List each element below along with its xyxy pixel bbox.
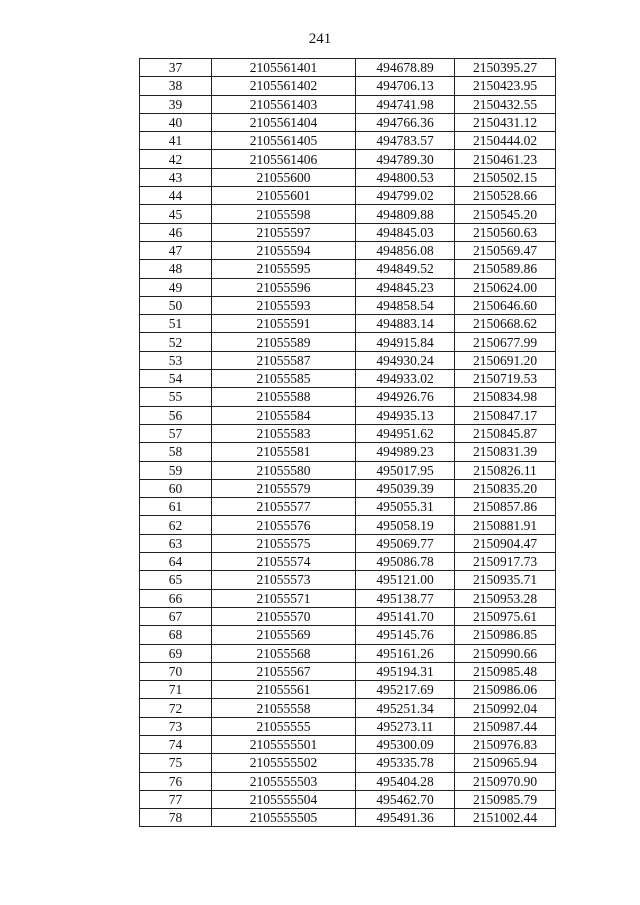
row-number-cell: 58 — [140, 443, 212, 461]
table-row — [140, 571, 556, 589]
row-number-cell: 51 — [140, 315, 212, 333]
y-coordinate-cell: 2150976.83 — [455, 735, 556, 753]
table-row — [140, 370, 556, 388]
point-id-cell: 21055576 — [212, 516, 356, 534]
table-row — [140, 113, 556, 131]
table-row — [140, 626, 556, 644]
y-coordinate-cell: 2150395.27 — [455, 59, 556, 77]
point-id-cell: 21055585 — [212, 370, 356, 388]
table-row — [140, 260, 556, 278]
point-id-cell: 21055577 — [212, 498, 356, 516]
row-number-cell: 62 — [140, 516, 212, 534]
row-number-cell: 42 — [140, 150, 212, 168]
point-id-cell: 21055583 — [212, 424, 356, 442]
row-number-cell: 59 — [140, 461, 212, 479]
point-id-cell: 21055588 — [212, 388, 356, 406]
y-coordinate-cell: 2150986.85 — [455, 626, 556, 644]
y-coordinate-cell: 2150668.62 — [455, 315, 556, 333]
x-coordinate-cell: 494926.76 — [356, 388, 455, 406]
y-coordinate-cell: 2150646.60 — [455, 296, 556, 314]
table-row — [140, 498, 556, 516]
x-coordinate-cell: 494789.30 — [356, 150, 455, 168]
x-coordinate-cell: 494935.13 — [356, 406, 455, 424]
row-number-cell: 74 — [140, 735, 212, 753]
point-id-cell: 2105555502 — [212, 754, 356, 772]
x-coordinate-cell: 495055.31 — [356, 498, 455, 516]
row-number-cell: 39 — [140, 95, 212, 113]
row-number-cell: 60 — [140, 479, 212, 497]
x-coordinate-cell: 494883.14 — [356, 315, 455, 333]
row-number-cell: 38 — [140, 77, 212, 95]
x-coordinate-cell: 495300.09 — [356, 735, 455, 753]
row-number-cell: 45 — [140, 205, 212, 223]
y-coordinate-cell: 2150985.79 — [455, 790, 556, 808]
y-coordinate-cell: 2150461.23 — [455, 150, 556, 168]
x-coordinate-cell: 494706.13 — [356, 77, 455, 95]
coordinates-table — [139, 58, 556, 827]
y-coordinate-cell: 2150691.20 — [455, 351, 556, 369]
x-coordinate-cell: 495141.70 — [356, 607, 455, 625]
table-row — [140, 59, 556, 77]
table-row — [140, 406, 556, 424]
table-body — [140, 59, 556, 827]
x-coordinate-cell: 495121.00 — [356, 571, 455, 589]
table-row — [140, 735, 556, 753]
y-coordinate-cell: 2150502.15 — [455, 168, 556, 186]
point-id-cell: 21055593 — [212, 296, 356, 314]
row-number-cell: 55 — [140, 388, 212, 406]
point-id-cell: 21055601 — [212, 187, 356, 205]
row-number-cell: 40 — [140, 113, 212, 131]
y-coordinate-cell: 2150831.39 — [455, 443, 556, 461]
point-id-cell: 21055589 — [212, 333, 356, 351]
point-id-cell: 21055597 — [212, 223, 356, 241]
table-row — [140, 516, 556, 534]
y-coordinate-cell: 2150589.86 — [455, 260, 556, 278]
point-id-cell: 21055600 — [212, 168, 356, 186]
y-coordinate-cell: 2150826.11 — [455, 461, 556, 479]
table-row — [140, 461, 556, 479]
y-coordinate-cell: 2150904.47 — [455, 534, 556, 552]
y-coordinate-cell: 2150992.04 — [455, 699, 556, 717]
row-number-cell: 68 — [140, 626, 212, 644]
point-id-cell: 21055558 — [212, 699, 356, 717]
row-number-cell: 41 — [140, 132, 212, 150]
row-number-cell: 47 — [140, 241, 212, 259]
table-row — [140, 315, 556, 333]
x-coordinate-cell: 494766.36 — [356, 113, 455, 131]
table-row — [140, 296, 556, 314]
point-id-cell: 2105561401 — [212, 59, 356, 77]
y-coordinate-cell: 2150987.44 — [455, 717, 556, 735]
table-row — [140, 607, 556, 625]
row-number-cell: 53 — [140, 351, 212, 369]
x-coordinate-cell: 495335.78 — [356, 754, 455, 772]
table-row — [140, 681, 556, 699]
table-row — [140, 205, 556, 223]
row-number-cell: 61 — [140, 498, 212, 516]
y-coordinate-cell: 2150569.47 — [455, 241, 556, 259]
x-coordinate-cell: 495138.77 — [356, 589, 455, 607]
point-id-cell: 21055561 — [212, 681, 356, 699]
x-coordinate-cell: 494845.23 — [356, 278, 455, 296]
table-row — [140, 772, 556, 790]
row-number-cell: 78 — [140, 809, 212, 827]
y-coordinate-cell: 2150881.91 — [455, 516, 556, 534]
point-id-cell: 21055574 — [212, 553, 356, 571]
point-id-cell: 21055587 — [212, 351, 356, 369]
row-number-cell: 70 — [140, 662, 212, 680]
x-coordinate-cell: 495217.69 — [356, 681, 455, 699]
point-id-cell: 2105561404 — [212, 113, 356, 131]
point-id-cell: 21055571 — [212, 589, 356, 607]
row-number-cell: 64 — [140, 553, 212, 571]
y-coordinate-cell: 2150624.00 — [455, 278, 556, 296]
x-coordinate-cell: 494933.02 — [356, 370, 455, 388]
point-id-cell: 21055598 — [212, 205, 356, 223]
x-coordinate-cell: 494858.54 — [356, 296, 455, 314]
x-coordinate-cell: 495058.19 — [356, 516, 455, 534]
table-row — [140, 77, 556, 95]
row-number-cell: 71 — [140, 681, 212, 699]
point-id-cell: 2105555504 — [212, 790, 356, 808]
point-id-cell: 21055570 — [212, 607, 356, 625]
table-row — [140, 754, 556, 772]
row-number-cell: 73 — [140, 717, 212, 735]
x-coordinate-cell: 495462.70 — [356, 790, 455, 808]
table-row — [140, 388, 556, 406]
row-number-cell: 67 — [140, 607, 212, 625]
point-id-cell: 21055584 — [212, 406, 356, 424]
table-row — [140, 95, 556, 113]
point-id-cell: 2105555505 — [212, 809, 356, 827]
point-id-cell: 2105561405 — [212, 132, 356, 150]
table-row — [140, 168, 556, 186]
table-row — [140, 790, 556, 808]
x-coordinate-cell: 495194.31 — [356, 662, 455, 680]
y-coordinate-cell: 2150990.66 — [455, 644, 556, 662]
x-coordinate-cell: 495404.28 — [356, 772, 455, 790]
row-number-cell: 56 — [140, 406, 212, 424]
table-row — [140, 644, 556, 662]
y-coordinate-cell: 2150970.90 — [455, 772, 556, 790]
table-row — [140, 534, 556, 552]
x-coordinate-cell: 494915.84 — [356, 333, 455, 351]
page-number: 241 — [308, 31, 332, 47]
table-row — [140, 809, 556, 827]
y-coordinate-cell: 2150835.20 — [455, 479, 556, 497]
x-coordinate-cell: 494678.89 — [356, 59, 455, 77]
table-row — [140, 443, 556, 461]
x-coordinate-cell: 495069.77 — [356, 534, 455, 552]
x-coordinate-cell: 495145.76 — [356, 626, 455, 644]
table-row — [140, 424, 556, 442]
row-number-cell: 63 — [140, 534, 212, 552]
table-row — [140, 662, 556, 680]
x-coordinate-cell: 495017.95 — [356, 461, 455, 479]
point-id-cell: 21055591 — [212, 315, 356, 333]
y-coordinate-cell: 2150528.66 — [455, 187, 556, 205]
x-coordinate-cell: 494845.03 — [356, 223, 455, 241]
x-coordinate-cell: 494800.53 — [356, 168, 455, 186]
y-coordinate-cell: 2150834.98 — [455, 388, 556, 406]
y-coordinate-cell: 2150432.55 — [455, 95, 556, 113]
y-coordinate-cell: 2150975.61 — [455, 607, 556, 625]
x-coordinate-cell: 494809.88 — [356, 205, 455, 223]
table-row — [140, 699, 556, 717]
y-coordinate-cell: 2150719.53 — [455, 370, 556, 388]
row-number-cell: 50 — [140, 296, 212, 314]
point-id-cell: 2105561402 — [212, 77, 356, 95]
point-id-cell: 21055580 — [212, 461, 356, 479]
row-number-cell: 37 — [140, 59, 212, 77]
point-id-cell: 21055568 — [212, 644, 356, 662]
y-coordinate-cell: 2150845.87 — [455, 424, 556, 442]
row-number-cell: 49 — [140, 278, 212, 296]
row-number-cell: 57 — [140, 424, 212, 442]
row-number-cell: 54 — [140, 370, 212, 388]
y-coordinate-cell: 2150423.95 — [455, 77, 556, 95]
row-number-cell: 69 — [140, 644, 212, 662]
table-row — [140, 717, 556, 735]
row-number-cell: 44 — [140, 187, 212, 205]
point-id-cell: 21055555 — [212, 717, 356, 735]
x-coordinate-cell: 494856.08 — [356, 241, 455, 259]
point-id-cell: 21055575 — [212, 534, 356, 552]
point-id-cell: 21055569 — [212, 626, 356, 644]
y-coordinate-cell: 2150953.28 — [455, 589, 556, 607]
y-coordinate-cell: 2150985.48 — [455, 662, 556, 680]
x-coordinate-cell: 495491.36 — [356, 809, 455, 827]
point-id-cell: 21055595 — [212, 260, 356, 278]
row-number-cell: 77 — [140, 790, 212, 808]
table-row — [140, 278, 556, 296]
table-row — [140, 553, 556, 571]
table-row — [140, 479, 556, 497]
x-coordinate-cell: 495039.39 — [356, 479, 455, 497]
y-coordinate-cell: 2150847.17 — [455, 406, 556, 424]
table-row — [140, 187, 556, 205]
row-number-cell: 75 — [140, 754, 212, 772]
x-coordinate-cell: 494783.57 — [356, 132, 455, 150]
point-id-cell: 21055581 — [212, 443, 356, 461]
row-number-cell: 66 — [140, 589, 212, 607]
point-id-cell: 21055596 — [212, 278, 356, 296]
point-id-cell: 2105555503 — [212, 772, 356, 790]
row-number-cell: 72 — [140, 699, 212, 717]
y-coordinate-cell: 2150917.73 — [455, 553, 556, 571]
y-coordinate-cell: 2151002.44 — [455, 809, 556, 827]
y-coordinate-cell: 2150935.71 — [455, 571, 556, 589]
table-row — [140, 223, 556, 241]
row-number-cell: 48 — [140, 260, 212, 278]
row-number-cell: 46 — [140, 223, 212, 241]
x-coordinate-cell: 494989.23 — [356, 443, 455, 461]
row-number-cell: 52 — [140, 333, 212, 351]
table-row — [140, 241, 556, 259]
x-coordinate-cell: 494951.62 — [356, 424, 455, 442]
x-coordinate-cell: 494799.02 — [356, 187, 455, 205]
row-number-cell: 43 — [140, 168, 212, 186]
y-coordinate-cell: 2150857.86 — [455, 498, 556, 516]
table-row — [140, 150, 556, 168]
table-row — [140, 132, 556, 150]
table-row — [140, 333, 556, 351]
point-id-cell: 21055594 — [212, 241, 356, 259]
x-coordinate-cell: 495161.26 — [356, 644, 455, 662]
x-coordinate-cell: 494849.52 — [356, 260, 455, 278]
x-coordinate-cell: 495273.11 — [356, 717, 455, 735]
point-id-cell: 21055573 — [212, 571, 356, 589]
row-number-cell: 76 — [140, 772, 212, 790]
x-coordinate-cell: 495251.34 — [356, 699, 455, 717]
y-coordinate-cell: 2150986.06 — [455, 681, 556, 699]
point-id-cell: 2105555501 — [212, 735, 356, 753]
point-id-cell: 2105561403 — [212, 95, 356, 113]
y-coordinate-cell: 2150677.99 — [455, 333, 556, 351]
x-coordinate-cell: 495086.78 — [356, 553, 455, 571]
point-id-cell: 2105561406 — [212, 150, 356, 168]
y-coordinate-cell: 2150444.02 — [455, 132, 556, 150]
row-number-cell: 65 — [140, 571, 212, 589]
table-row — [140, 351, 556, 369]
y-coordinate-cell: 2150965.94 — [455, 754, 556, 772]
y-coordinate-cell: 2150431.12 — [455, 113, 556, 131]
x-coordinate-cell: 494930.24 — [356, 351, 455, 369]
x-coordinate-cell: 494741.98 — [356, 95, 455, 113]
point-id-cell: 21055579 — [212, 479, 356, 497]
point-id-cell: 21055567 — [212, 662, 356, 680]
y-coordinate-cell: 2150545.20 — [455, 205, 556, 223]
y-coordinate-cell: 2150560.63 — [455, 223, 556, 241]
table-row — [140, 589, 556, 607]
